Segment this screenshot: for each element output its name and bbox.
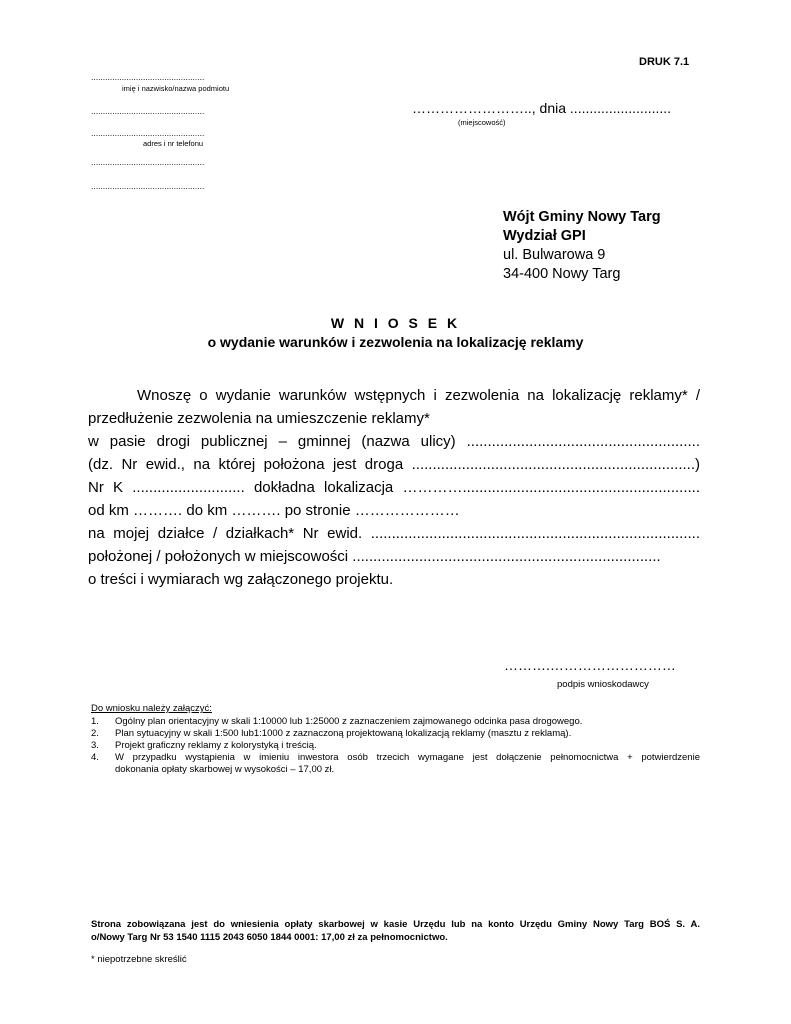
body-line-5: Nr K ........................... dokładna lokalizacja …………......................................................... [88, 479, 700, 496]
attachment-text-4-cont: dokonania opłaty skarbowej w wysokości – 17,00 zł. [115, 764, 335, 775]
applicant-line-4-dots: ................................................ [91, 157, 205, 167]
attachment-num-2: 2. [91, 728, 99, 739]
body-line-9: o treści i wymiarach wg załączonego projektu. [88, 571, 394, 588]
body-line-4: (dz. Nr ewid., na której położona jest droga ....................................................................) [88, 456, 700, 473]
attachment-num-3: 3. [91, 740, 99, 751]
form-code: DRUK 7.1 [639, 56, 690, 68]
place-caption: (miejscowość) [458, 118, 506, 127]
fee-note-line-1: Strona zobowiązana jest do wniesienia opłaty skarbowej w kasie Urzędu lub na konto Urzędu Gminy Nowy Targ BOŚ S. A. [91, 919, 700, 930]
signature-dots: ……….……………………… [504, 657, 676, 673]
applicant-address-dots: ................................................ [91, 128, 205, 138]
footnote: * niepotrzebne skreślić [91, 954, 187, 965]
body-line-1: Wnoszę o wydanie warunków wstępnych i zezwolenia na lokalizację reklamy* / [137, 387, 700, 404]
body-line-3: w pasie drogi publicznej – gminnej (nazwa ulicy) ........................................................ [88, 433, 700, 450]
attachments-heading: Do wniosku należy załączyć: [91, 703, 212, 714]
attachment-text-4: W przypadku wystąpienia w imieniu inwestora osób trzecich wymagane jest dołączenie pełnomocnictwa + potwierdzenie [115, 752, 700, 763]
attachment-text-2: Plan sytuacyjny w skali 1:500 lub1:1000 z zaznaczoną projektowaną lokalizacją reklamy (masztu z reklamą). [115, 728, 572, 739]
body-line-7: na mojej działce / działkach* Nr ewid. ............................................................................... [88, 525, 700, 542]
fee-note-line-2: o/Nowy Targ Nr 53 1540 1115 2043 6050 1844 0001: 17,00 zł za pełnomocnictwo. [91, 932, 448, 943]
applicant-line-5-dots: ................................................ [91, 181, 205, 191]
body-line-6: od km ………. do km ………. po stronie ………………… [88, 502, 460, 519]
attachment-text-3: Projekt graficzny reklamy z kolorystyką i treścią. [115, 740, 317, 751]
recipient-street: ul. Bulwarowa 9 [503, 247, 606, 263]
recipient-name: Wójt Gminy Nowy Targ [503, 209, 661, 225]
recipient-department: Wydział GPI [503, 228, 586, 244]
document-title: W N I O S E K [330, 315, 461, 331]
attachment-num-4: 4. [91, 752, 99, 763]
document-subtitle: o wydanie warunków i zezwolenia na lokalizację reklamy [207, 334, 584, 350]
applicant-name-dots: ................................................ [91, 72, 205, 82]
applicant-address-caption: adres i nr telefonu [143, 139, 204, 148]
place-date-line: …………………….., dnia .......................... [412, 100, 672, 116]
applicant-name-caption: imię i nazwisko/nazwa podmiotu [122, 84, 230, 93]
signature-caption: podpis wnioskodawcy [557, 679, 649, 690]
attachment-text-1: Ogólny plan orientacyjny w skali 1:10000 lub 1:25000 z zaznaczeniem zajmowanego odcinka pasa drogowego. [115, 716, 583, 727]
body-line-2: przedłużenie zezwolenia na umieszczenie reklamy* [88, 410, 430, 427]
recipient-block [503, 208, 661, 284]
attachment-num-1: 1. [91, 716, 99, 727]
applicant-line-2-dots: ................................................ [91, 106, 205, 116]
body-line-8: położonej / położonych w miejscowości .......................................................................... [88, 548, 661, 565]
recipient-city: 34-400 Nowy Targ [503, 266, 621, 282]
